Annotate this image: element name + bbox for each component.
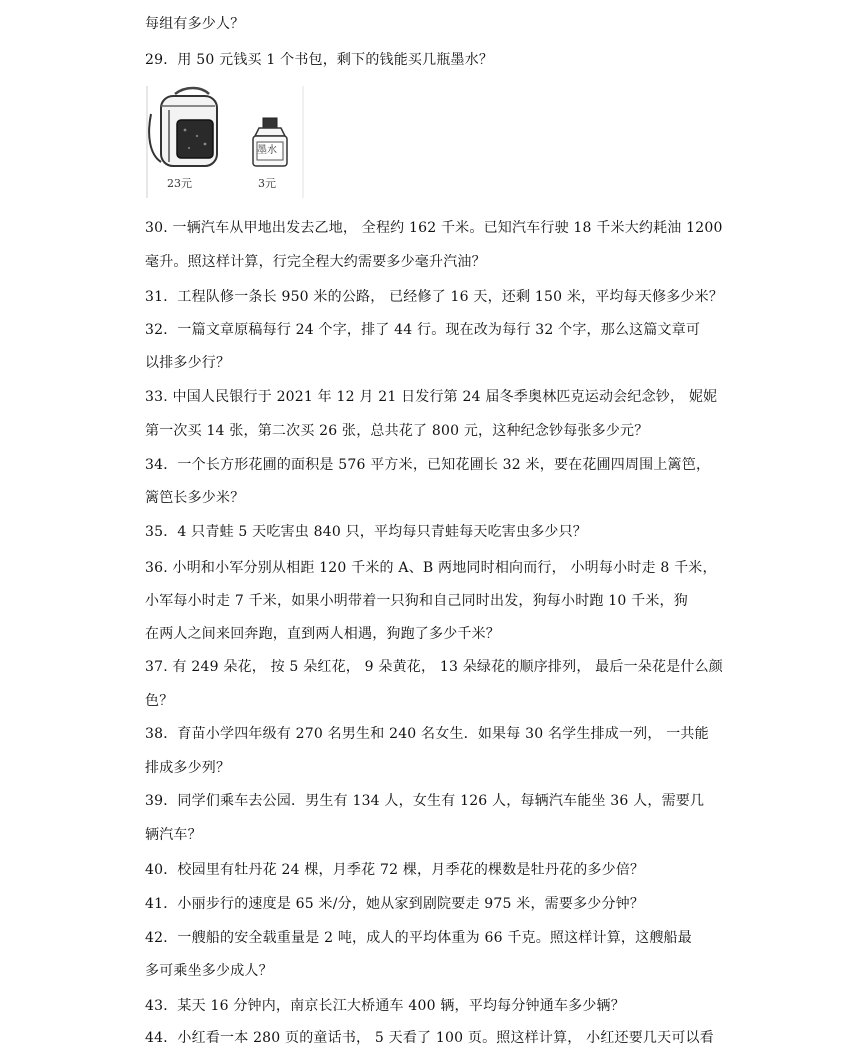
text-line: 毫升。照这样计算，行完全程大约需要多少毫升汽油？ — [145, 254, 486, 270]
question-40: 40．校园里有牡丹花 24 棵，月季花 72 棵，月季花的棵数是牡丹花的多少倍？ — [145, 862, 645, 878]
question-31: 31．工程队修一条长 950 米的公路， 已经修了 16 天，还剩 150 米，平均每天修多少米？ — [145, 289, 724, 305]
question-34: 34．一个长方形花圃的面积是 576 平方米，已知花圃长 32 米，要在花圃四周围上篱笆， — [145, 457, 711, 473]
text-line: 篱笆长多少米？ — [145, 490, 245, 506]
text-line: 辆汽车？ — [145, 827, 202, 843]
text-line: 在两人之间来回奔跑，直到两人相遇，狗跑了多少千米？ — [145, 626, 500, 642]
question-42: 42．一艘船的安全载重量是 2 吨，成人的平均体重为 66 千克。照这样计算，这艘船最 — [145, 930, 692, 946]
ink-price: 3元 — [258, 177, 276, 190]
question-29: 29．用 50 元钱买 1 个书包，剩下的钱能买几瓶墨水？ — [145, 52, 494, 68]
question-39: 39．同学们乘车去公园．男生有 134 人，女生有 126 人，每辆汽车能坐 36 人，需要几 — [145, 793, 705, 809]
question-29-figure — [145, 84, 305, 200]
question-43: 43．某天 16 分钟内，南京长江大桥通车 400 辆，平均每分钟通车多少辆？ — [145, 998, 625, 1014]
text-line: 排成多少列？ — [145, 760, 231, 776]
text-line: 小军每小时走 7 千米，如果小明带着一只狗和自己同时出发，狗每小时跑 10 千米，狗 — [145, 593, 688, 609]
question-36: 36. 小明和小军分别从相距 120 千米的 A、B 两地同时相向而行， 小明每小时走 8 千米， — [145, 560, 717, 576]
backpack-icon — [149, 88, 217, 166]
question-38: 38．育苗小学四年级有 270 名男生和 240 名女生．如果每 30 名学生排成一列， 一共能 — [145, 726, 709, 742]
question-41: 41．小丽步行的速度是 65 米/分，她从家到剧院要走 975 米，需要多少分钟？ — [145, 896, 645, 912]
text-line: 多可乘坐多少成人？ — [145, 963, 273, 979]
text-line: 色？ — [145, 693, 174, 709]
text-line: 以排多少行？ — [145, 355, 231, 371]
question-35: 35．4 只青蛙 5 天吃害虫 840 只，平均每只青蛙每天吃害虫多少只？ — [145, 524, 587, 540]
question-37: 37. 有 249 朵花， 按 5 朵红花， 9 朵黄花， 13 朵绿花的顺序排列， 最后一朵花是什么颜 — [145, 659, 723, 675]
question-32: 32．一篇文章原稿每行 24 个字，排了 44 行。现在改为每行 32 个字，那么这篇文章可 — [145, 322, 701, 338]
backpack-price: 23元 — [167, 177, 192, 190]
question-30: 30. 一辆汽车从甲地出发去乙地， 全程约 162 千米。已知汽车行驶 18 千米大约耗油 1200 — [145, 220, 723, 236]
question-33: 33. 中国人民银行于 2021 年 12 月 21 日发行第 24 届冬季奥林匹克运动会纪念钞， 妮妮 — [145, 389, 718, 405]
text-line: 每组有多少人？ — [145, 16, 245, 32]
question-44: 44．小红看一本 280 页的童话书， 5 天看了 100 页。照这样计算， 小红还要几天可以看 — [145, 1030, 714, 1046]
text-line: 第一次买 14 张，第二次买 26 张，总共花了 800 元，这种纪念钞每张多少元？ — [145, 423, 649, 439]
ink-bottle-label: 墨水 — [257, 145, 277, 156]
ink-bottle-icon — [253, 118, 287, 166]
